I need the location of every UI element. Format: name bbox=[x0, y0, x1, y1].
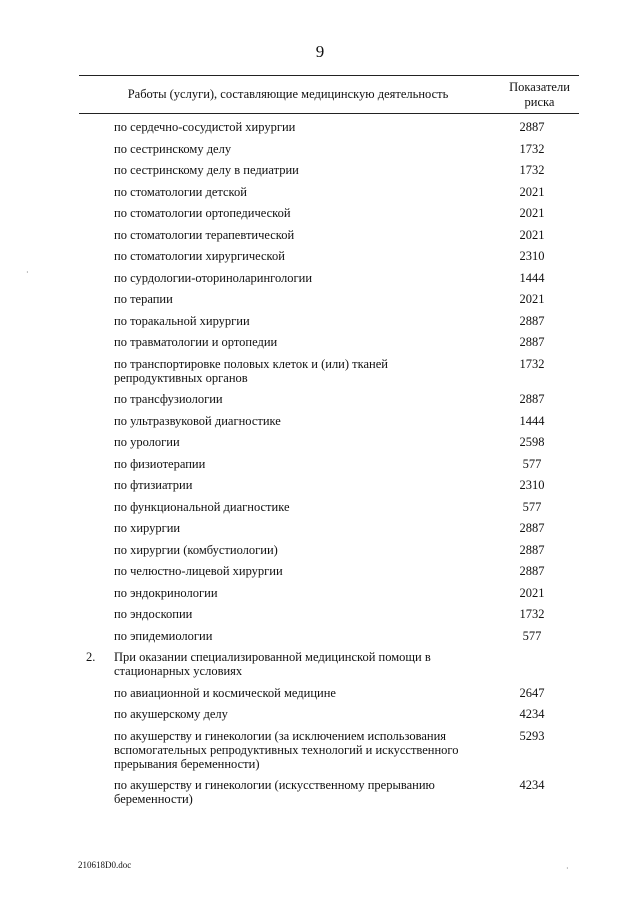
row-work-name-line: стационарных условиях bbox=[114, 664, 243, 678]
row-work-name-line: При оказании специализированной медицинской помощи в bbox=[114, 650, 431, 664]
row-work-name bbox=[114, 543, 494, 557]
table-row bbox=[0, 249, 640, 263]
row-risk-value: 2887 bbox=[519, 542, 545, 557]
row-number: 2. bbox=[86, 650, 96, 664]
row-work-name bbox=[114, 729, 494, 771]
row-work-name-line: репродуктивных органов bbox=[114, 370, 248, 385]
row-work-name-line: по сестринскому делу bbox=[114, 141, 232, 156]
row-work-name-line: по трансфузиологии bbox=[114, 392, 223, 406]
row-work-name-line: по травматологии и ортопедии bbox=[114, 335, 278, 349]
row-work-name-line: по хирургии (комбустиологии) bbox=[114, 542, 278, 557]
row-work-name bbox=[114, 778, 494, 806]
row-work-name bbox=[114, 163, 494, 177]
table-row bbox=[0, 185, 640, 199]
row-work-name bbox=[114, 564, 494, 578]
row-work-name-line: прерывания беременности) bbox=[114, 756, 260, 771]
row-risk-value: 2310 bbox=[519, 249, 545, 263]
page-number: 9 bbox=[315, 42, 325, 61]
row-risk-value: 2021 bbox=[519, 292, 545, 306]
row-risk-value: 2887 bbox=[519, 521, 545, 535]
table-row bbox=[0, 650, 640, 678]
scan-mark: · bbox=[26, 268, 29, 277]
table-row bbox=[0, 335, 640, 349]
row-work-name bbox=[114, 314, 494, 328]
row-work-name bbox=[114, 206, 494, 220]
row-work-name-line: по эпидемиологии bbox=[114, 628, 213, 643]
row-work-name-line: по транспортировке половых клеток и (или) тканей bbox=[114, 356, 388, 371]
table-row bbox=[0, 586, 640, 600]
row-work-name bbox=[114, 500, 494, 514]
row-work-name-line: по стоматологии детской bbox=[114, 184, 247, 199]
row-work-name-line: по физиотерапии bbox=[114, 456, 206, 471]
row-work-name-line: беременности) bbox=[114, 792, 193, 806]
row-work-name bbox=[114, 435, 494, 449]
row-work-name-line: по ультразвуковой диагностике bbox=[114, 413, 281, 428]
row-work-name-line: по стоматологии терапевтической bbox=[114, 227, 295, 242]
table-row bbox=[0, 607, 640, 621]
row-work-name bbox=[114, 629, 494, 643]
header-risk-column bbox=[500, 80, 579, 110]
row-work-name bbox=[114, 707, 494, 721]
row-work-name-line: по хирургии bbox=[114, 521, 181, 535]
row-work-name-line: по функциональной диагностике bbox=[114, 499, 290, 514]
row-risk-value: 2310 bbox=[519, 478, 545, 492]
row-work-name-line: по сурдологии-оториноларингологии bbox=[114, 270, 313, 285]
table-row bbox=[0, 120, 640, 134]
row-risk-value: 2887 bbox=[519, 392, 545, 406]
table-row bbox=[0, 314, 640, 328]
row-risk-value: 1732 bbox=[519, 141, 545, 156]
row-risk-value: 4234 bbox=[519, 707, 545, 721]
row-risk-value: 2021 bbox=[519, 184, 545, 199]
row-risk-value: 577 bbox=[522, 628, 542, 643]
row-work-name bbox=[114, 521, 494, 535]
row-work-name-line: по сестринскому делу в педиатрии bbox=[114, 163, 299, 177]
row-risk-value: 2887 bbox=[519, 564, 545, 578]
table-row bbox=[0, 707, 640, 721]
table-row bbox=[0, 629, 640, 643]
row-work-name bbox=[114, 185, 494, 199]
row-work-name-line: по эндоскопии bbox=[114, 607, 193, 621]
footer-filename: 210618D0.doc bbox=[78, 860, 132, 870]
row-risk-value: 5293 bbox=[519, 728, 545, 743]
row-work-name bbox=[114, 228, 494, 242]
row-work-name-line: по стоматологии хирургической bbox=[114, 249, 285, 263]
header-risk-line2: риска bbox=[524, 95, 555, 109]
row-work-name bbox=[114, 650, 494, 678]
row-work-name bbox=[114, 249, 494, 263]
table-header-top-rule bbox=[79, 75, 579, 76]
row-work-name bbox=[114, 120, 494, 134]
table-row bbox=[0, 478, 640, 492]
row-work-name bbox=[114, 357, 494, 385]
row-risk-value: 2887 bbox=[519, 120, 545, 134]
row-work-name bbox=[114, 271, 494, 285]
row-work-name bbox=[114, 478, 494, 492]
row-work-name bbox=[114, 414, 494, 428]
row-work-name-line: по фтизиатрии bbox=[114, 478, 193, 492]
table-row bbox=[0, 457, 640, 471]
table-row bbox=[0, 729, 640, 771]
row-work-name-line: по авиационной и космической медицине bbox=[114, 685, 336, 700]
row-risk-value: 577 bbox=[522, 456, 542, 471]
scan-mark: · bbox=[566, 864, 569, 873]
row-risk-value: 1444 bbox=[519, 270, 545, 285]
table-row bbox=[0, 163, 640, 177]
table-row bbox=[0, 228, 640, 242]
header-risk-line1: Показатели bbox=[509, 80, 570, 94]
row-work-name-line: по челюстно-лицевой хирургии bbox=[114, 564, 283, 578]
row-work-name-line: вспомогательных репродуктивных технологий и искусственного bbox=[114, 742, 459, 757]
row-work-name-line: по акушерскому делу bbox=[114, 707, 228, 721]
table-row bbox=[0, 521, 640, 535]
row-risk-value: 1732 bbox=[519, 163, 545, 177]
table-row bbox=[0, 206, 640, 220]
table-row bbox=[0, 414, 640, 428]
row-work-name bbox=[114, 457, 494, 471]
table-row bbox=[0, 564, 640, 578]
row-work-name-line: по стоматологии ортопедической bbox=[114, 206, 291, 220]
row-risk-value: 2598 bbox=[519, 435, 545, 449]
row-work-name-line: по акушерству и гинекологии (искусственному прерыванию bbox=[114, 778, 435, 792]
row-work-name bbox=[114, 586, 494, 600]
row-risk-value: 2021 bbox=[519, 206, 545, 220]
table-row bbox=[0, 292, 640, 306]
row-risk-value: 2887 bbox=[519, 335, 545, 349]
row-work-name-line: по терапии bbox=[114, 292, 173, 306]
row-risk-value: 4234 bbox=[519, 778, 545, 792]
table-row bbox=[0, 357, 640, 385]
row-work-name-line: по эндокринологии bbox=[114, 585, 218, 600]
row-work-name bbox=[114, 142, 494, 156]
row-work-name bbox=[114, 292, 494, 306]
row-work-name bbox=[114, 335, 494, 349]
row-risk-value: 2021 bbox=[519, 227, 545, 242]
row-work-name bbox=[114, 392, 494, 406]
row-work-name bbox=[114, 686, 494, 700]
row-risk-value: 1732 bbox=[519, 607, 545, 621]
row-risk-value: 2021 bbox=[519, 585, 545, 600]
table-row bbox=[0, 543, 640, 557]
table-row bbox=[0, 686, 640, 700]
row-risk-value: 2887 bbox=[519, 313, 545, 328]
table-header-bottom-rule bbox=[79, 113, 579, 114]
row-risk-value: 1444 bbox=[519, 413, 545, 428]
table-row bbox=[0, 435, 640, 449]
row-work-name-line: по акушерству и гинекологии (за исключением использования bbox=[114, 728, 447, 743]
row-work-name-line: по урологии bbox=[114, 435, 180, 449]
row-work-name-line: по сердечно-сосудистой хирургии bbox=[114, 120, 296, 134]
table-row bbox=[0, 142, 640, 156]
header-work-column: Работы (услуги), составляющие медицинскую деятельность bbox=[127, 87, 449, 101]
table-row bbox=[0, 778, 640, 806]
table-row bbox=[0, 392, 640, 406]
table-row bbox=[0, 271, 640, 285]
row-risk-value: 1732 bbox=[519, 356, 545, 371]
row-work-name bbox=[114, 607, 494, 621]
row-work-name-line: по торакальной хирургии bbox=[114, 313, 250, 328]
table-row bbox=[0, 500, 640, 514]
row-risk-value: 2647 bbox=[519, 685, 545, 700]
row-risk-value: 577 bbox=[522, 499, 542, 514]
